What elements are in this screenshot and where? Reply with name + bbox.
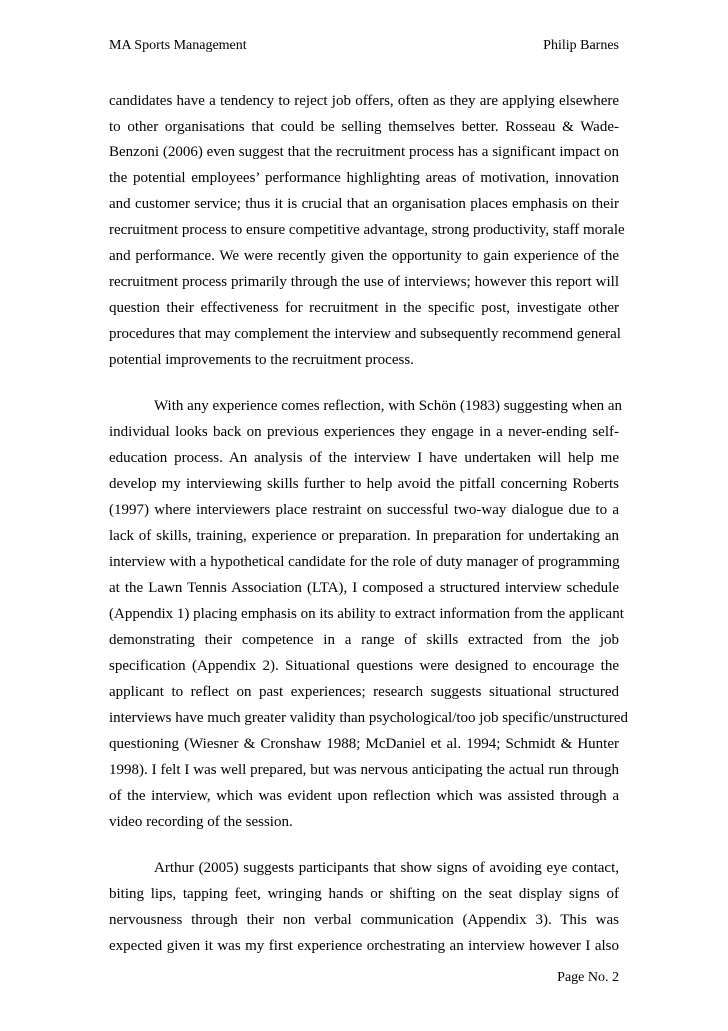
text-line: candidates have a tendency to reject job offers, often as they are applying elsewhere [109,93,619,109]
text-line: interviews have much greater validity than psychological/too job specific/unstructured [109,710,629,726]
text-line: recruitment process primarily through the use of interviews; however this report will [109,274,619,290]
text-line: of the interview, which was evident upon reflection which was assisted through a [109,788,619,804]
text-line: at the Lawn Tennis Association (LTA), I composed a structured interview schedule [109,580,619,596]
text-line: the potential employees’ performance highlighting areas of motivation, innovation [109,170,619,186]
text-line: With any experience comes reflection, with Schön (1983) suggesting when an [154,398,623,414]
text-line: individual looks back on previous experiences they engage in a never-ending self- [109,424,619,440]
text-line: biting lips, tapping feet, wringing hands or shifting on the seat display signs of [109,886,619,902]
text-line: to other organisations that could be selling themselves better. Rosseau & Wade- [109,119,619,135]
text-line: recruitment process to ensure competitive advantage, strong productivity, staff morale [109,222,625,238]
text-line: procedures that may complement the interview and subsequently recommend general [109,326,621,342]
text-line: nervousness through their non verbal communication (Appendix 3). This was [109,912,619,928]
text-line: and performance. We were recently given the opportunity to gain experience of the [109,248,619,264]
text-line: specification (Appendix 2). Situational questions were designed to encourage the [109,658,619,674]
text-line: Benzoni (2006) even suggest that the recruitment process has a significant impact on [109,144,619,160]
text-line: questioning (Wiesner & Cronshaw 1988; McDaniel et al. 1994; Schmidt & Hunter [109,736,619,752]
text-line: applicant to reflect on past experiences; research suggests situational structured [109,684,619,700]
text-line: education process. An analysis of the interview I have undertaken will help me [109,450,619,466]
text-line: 1998). I felt I was well prepared, but was nervous anticipating the actual run through [109,762,619,778]
text-line: lack of skills, training, experience or preparation. In preparation for undertaking an [109,528,619,544]
text-line: (Appendix 1) placing emphasis on its ability to extract information from the applicant [109,606,624,622]
text-line: develop my interviewing skills further to help avoid the pitfall concerning Roberts [109,476,619,492]
header-author: Philip Barnes [543,38,619,53]
page-header [109,38,619,54]
page-number: Page No. 2 [557,970,619,985]
text-line: Arthur (2005) suggests participants that show signs of avoiding eye contact, [154,860,619,876]
text-line: interview with a hypothetical candidate for the role of duty manager of programming [109,554,620,570]
header-course: MA Sports Management [109,38,247,53]
text-line: demonstrating their competence in a range of skills extracted from the job [109,632,619,648]
text-line: (1997) where interviewers place restraint on successful two-way dialogue due to a [109,502,619,518]
text-line: potential improvements to the recruitment process. [109,352,414,368]
text-line: video recording of the session. [109,814,293,830]
text-line: and customer service; thus it is crucial that an organisation places emphasis on their [109,196,619,212]
text-line: question their effectiveness for recruitment in the specific post, investigate other [109,300,619,316]
text-line: expected given it was my first experience orchestrating an interview however I also [109,938,619,954]
